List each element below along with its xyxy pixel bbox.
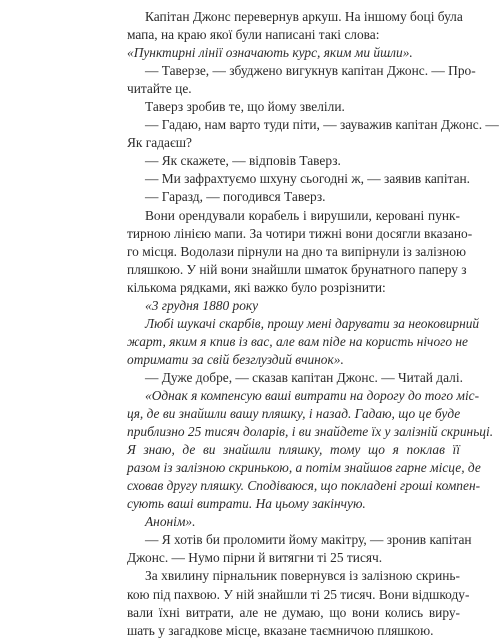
text-line: тирною лінією мапи. За чотири тижні вони досягли вказано- xyxy=(127,225,473,241)
text-line: Як гадаєш? xyxy=(127,135,192,151)
text-line: — Гаразд, — погодився Таверз. xyxy=(145,189,326,205)
text-line: — Я хотів би проломити йому макітру, — зронив капітан xyxy=(145,532,472,548)
text-line: мапа, на краю якої були написані такі слова: xyxy=(127,27,380,43)
text-line: «3 грудня 1880 року xyxy=(145,297,259,313)
text-line: сують ваші витрати. На цьому закінчую. xyxy=(127,496,366,512)
text-line: кількома рядками, які важко було розрізнити: xyxy=(127,279,386,295)
text-line: Любі шукачі скарбів, прошу мені дарувати за неоковирний xyxy=(145,315,480,331)
text-line: ця, де ви знайшли вашу пляшку, і назад. Гадаю, що це буде xyxy=(127,406,461,422)
text-line: — Ми зафрахтуємо шхуну сьогодні ж, — заявив капітан. xyxy=(145,171,471,187)
text-line: Анонім». xyxy=(145,514,196,530)
text-line: Таверз зробив те, що йому звеліли. xyxy=(145,99,345,115)
text-line: приблизно 25 тисяч доларів, і ви знайдете їх у залізній скриньці. xyxy=(127,424,494,440)
text-line: — Як скажете, — відповів Таверз. xyxy=(145,153,341,169)
text-line: шать у загадкове місце, вказане таємничою пляшкою. xyxy=(127,622,434,638)
text-line: пляшкою. У ній вони знайшли шматок брунатного паперу з xyxy=(127,261,467,277)
text-line: Вони орендували корабель і вирушили, керовані пунк- xyxy=(145,207,460,223)
text-line: жарт, яким я кпив із вас, але вам піде на користь нічого не xyxy=(127,333,468,349)
text-line: «Пунктирні лінії означають курс, яким ми йшли». xyxy=(127,45,413,61)
text-line: — Дуже добре, — сказав капітан Джонс. — Читай далі. xyxy=(145,369,463,385)
text-line: кою під пахвою. У ній знайшли ті 25 тисяч. Вони відшкоду- xyxy=(127,586,470,602)
text-line: читайте це. xyxy=(127,81,192,97)
text-line: Капітан Джонс перевернув аркуш. На іншому боці була xyxy=(145,9,463,24)
text-line: сховав другу пляшку. Сподіваюся, що покладені гроші компен- xyxy=(127,478,481,494)
text-line: го місця. Водолази пірнули на дно та випірнули із залізною xyxy=(127,243,467,259)
text-line: разом із залізною скринькою, а потім знайшов гарне місце, де xyxy=(127,460,481,476)
text-line: Джонс. — Нумо пірни й витягни ті 25 тисяч. xyxy=(127,550,383,566)
text-line: вали їхні витрати, але не думаю, що вони колись виру- xyxy=(127,604,460,620)
text-line: Я знаю, де ви знайшли пляшку, тому що я поклав її xyxy=(127,442,460,458)
text-line: — Таверзе, — збуджено вигукнув капітан Джонс. — Про- xyxy=(145,63,476,79)
text-line: «Однак я компенсую ваші витрати на дорогу до того міс- xyxy=(145,387,480,403)
text-line: — Гадаю, нам варто туди піти, — зауважив капітан Джонс. — xyxy=(145,117,499,133)
text-line: За хвилину пірнальник повернувся із залізною скринь- xyxy=(145,568,460,584)
text-line: отримати за свій безглуздий вчинок». xyxy=(127,351,344,367)
